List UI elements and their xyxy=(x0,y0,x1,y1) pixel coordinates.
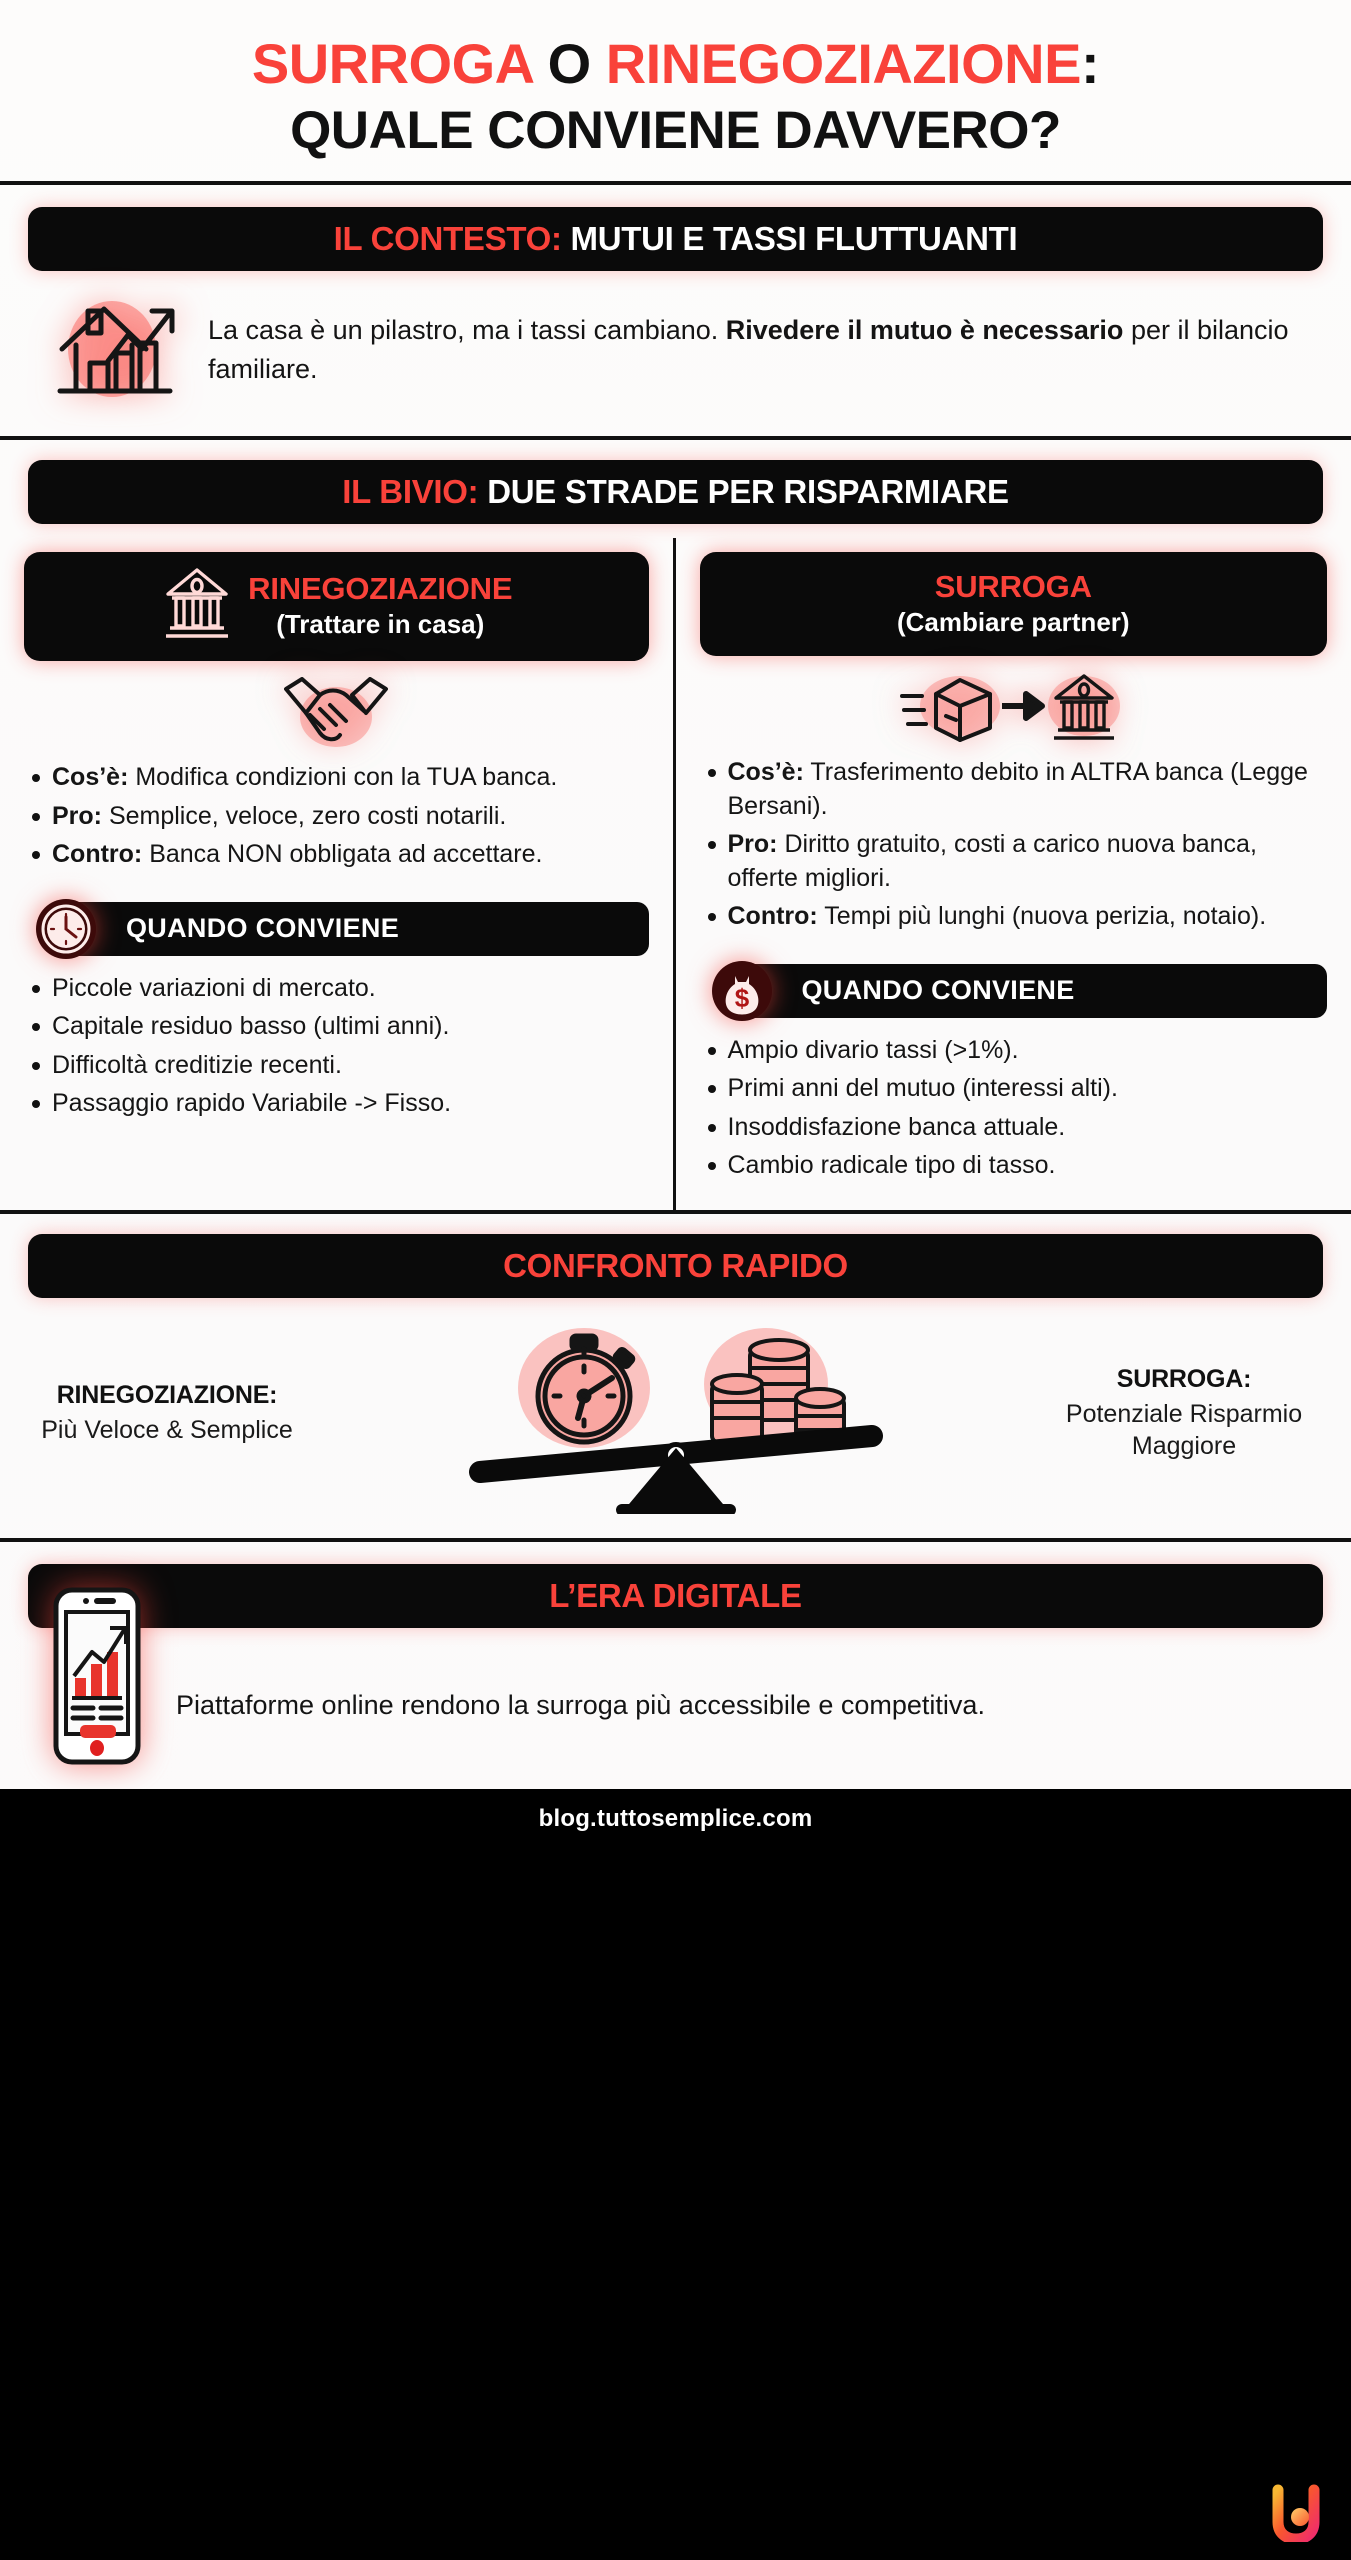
confronto-banner xyxy=(28,1234,1323,1298)
bivio-columns xyxy=(0,538,1351,1210)
confronto-banner-text: CONFRONTO RAPIDO xyxy=(503,1246,848,1284)
quando-bar xyxy=(60,902,649,956)
bullet-text: Tempi più lunghi (nuova perizia, notaio). xyxy=(817,902,1267,930)
surroga-title: SURROGA xyxy=(934,568,1092,604)
bullet-text: Diritto gratuito, costi a carico nuova banca, offerte migliori. xyxy=(727,830,1257,892)
bullet-text: Banca NON obbligata ad accettare. xyxy=(142,840,543,868)
list-item: Capitale residuo basso (ultimi anni). xyxy=(24,1010,649,1044)
list-item: Piccole variazioni di mercato. xyxy=(24,972,649,1006)
bivio-banner-rest: DUE STRADE PER RISPARMIARE xyxy=(478,473,1009,510)
section-bivio xyxy=(0,440,1351,1214)
handshake-icon xyxy=(24,661,649,757)
confronto-right xyxy=(1049,1365,1319,1463)
column-surroga xyxy=(676,538,1351,1210)
rinegoziazione-title: RINEGOZIAZIONE xyxy=(248,571,513,607)
page-title xyxy=(0,0,1351,185)
surroga-bullets xyxy=(700,756,1328,934)
title-colon: : xyxy=(1080,32,1100,95)
footer xyxy=(0,1789,1351,2560)
list-item: Insoddisfazione banca attuale. xyxy=(700,1111,1328,1145)
surroga-subtitle: (Cambiare partner) xyxy=(896,606,1130,637)
list-item xyxy=(24,838,649,872)
surroga-card-title xyxy=(897,570,1130,639)
box-to-bank-transfer-icon xyxy=(700,656,1328,752)
contesto-banner xyxy=(28,207,1323,271)
contesto-text-bold: Rivedere il mutuo è necessario xyxy=(725,315,1124,346)
rinegoziazione-quando-bullets xyxy=(24,972,649,1121)
bullet-label: Contro: xyxy=(52,840,143,868)
rinegoziazione-bullets xyxy=(24,761,649,872)
list-item: Passaggio rapido Variabile -> Fisso. xyxy=(24,1087,649,1121)
bivio-head xyxy=(0,440,1351,538)
rinegoziazione-card-title xyxy=(248,572,512,641)
bank-building-icon xyxy=(160,564,234,649)
digitale-banner xyxy=(28,1564,1323,1628)
bivio-banner-text xyxy=(48,473,1303,511)
seesaw-stopwatch-vs-coins-icon xyxy=(302,1314,1049,1514)
confronto-body xyxy=(28,1298,1323,1524)
surroga-quando-bullets xyxy=(700,1034,1328,1183)
clock-icon xyxy=(24,898,108,960)
confronto-right-label: SURROGA: xyxy=(1116,1364,1252,1393)
contesto-banner-rest: MUTUI E TASSI FLUTTUANTI xyxy=(561,220,1018,257)
bullet-label: Cos’è: xyxy=(727,758,804,786)
list-item: Cambio radicale tipo di tasso. xyxy=(700,1149,1328,1183)
bullet-label: Pro: xyxy=(727,830,778,858)
smartphone-chart-icon xyxy=(42,1642,152,1771)
title-line-1 xyxy=(28,34,1323,94)
quando-label: QUANDO CONVIENE xyxy=(801,975,1075,1005)
list-item: Ampio divario tassi (>1%). xyxy=(700,1034,1328,1068)
list-item xyxy=(700,756,1328,823)
title-line-2: QUALE CONVIENE DAVVERO? xyxy=(290,101,1061,161)
list-item xyxy=(700,828,1328,895)
bullet-label: Pro: xyxy=(52,801,102,830)
list-item: Primi anni del mutuo (interessi alti). xyxy=(700,1072,1328,1106)
section-contesto xyxy=(0,185,1351,440)
confronto-left xyxy=(32,1381,302,1447)
contesto-banner-highlight: IL CONTESTO: xyxy=(333,220,562,257)
digitale-text: Piattaforme online rendono la surroga più accessibile e competitiva. xyxy=(176,1690,985,1721)
bullet-text: Modifica condizioni con la TUA banca. xyxy=(128,763,558,791)
title-word-o: O xyxy=(532,32,606,95)
svg-text:$: $ xyxy=(734,982,749,1013)
contesto-banner-text xyxy=(48,220,1303,258)
bullet-text: Semplice, veloce, zero costi notarili. xyxy=(102,801,507,830)
confronto-left-label: RINEGOZIAZIONE: xyxy=(56,1380,278,1409)
list-item xyxy=(24,800,649,834)
bullet-label: Cos’è: xyxy=(52,763,129,791)
digitale-wrap xyxy=(28,1564,1323,1771)
contesto-text-c: per il bilancio familiare. xyxy=(208,315,1289,384)
u-brand-logo xyxy=(1269,2484,1323,2542)
confronto-left-value: Più Veloce & Semplice xyxy=(41,1415,293,1444)
bullet-label: Contro: xyxy=(727,902,818,930)
section-confronto xyxy=(0,1214,1351,1542)
column-rinegoziazione xyxy=(0,538,676,1210)
bullet-text: Trasferimento debito in ALTRA banca (Legge Bersani). xyxy=(727,758,1308,820)
surroga-quando-conviene-header xyxy=(700,960,1328,1022)
title-word-rinegoziazione: RINEGOZIAZIONE xyxy=(605,32,1081,95)
section-digitale xyxy=(0,1542,1351,1789)
surroga-card-header xyxy=(700,552,1328,656)
rinegoziazione-card-header xyxy=(24,552,649,661)
contesto-body xyxy=(28,271,1323,416)
quando-label: QUANDO CONVIENE xyxy=(126,913,400,943)
digitale-banner-text: L’ERA DIGITALE xyxy=(549,1576,802,1614)
bivio-banner-highlight: IL BIVIO: xyxy=(342,473,479,510)
rinegoziazione-quando-conviene-header xyxy=(24,898,649,960)
contesto-text xyxy=(208,311,1313,388)
confronto-right-value: Potenziale Risparmio Maggiore xyxy=(1065,1399,1303,1460)
footer-url[interactable]: blog.tuttosemplice.com xyxy=(538,1804,813,1832)
rinegoziazione-subtitle: (Trattare in casa) xyxy=(276,609,485,640)
money-bag-icon xyxy=(700,960,784,1022)
bivio-banner xyxy=(28,460,1323,524)
contesto-text-a: La casa è un pilastro, ma i tassi cambiano. xyxy=(208,315,726,346)
digitale-body xyxy=(28,1628,1323,1771)
list-item xyxy=(24,761,649,795)
house-growth-chart-icon xyxy=(46,287,186,412)
quando-bar xyxy=(736,964,1328,1018)
list-item xyxy=(700,900,1328,934)
list-item: Difficoltà creditizie recenti. xyxy=(24,1049,649,1083)
title-word-surroga: SURROGA xyxy=(251,32,533,95)
